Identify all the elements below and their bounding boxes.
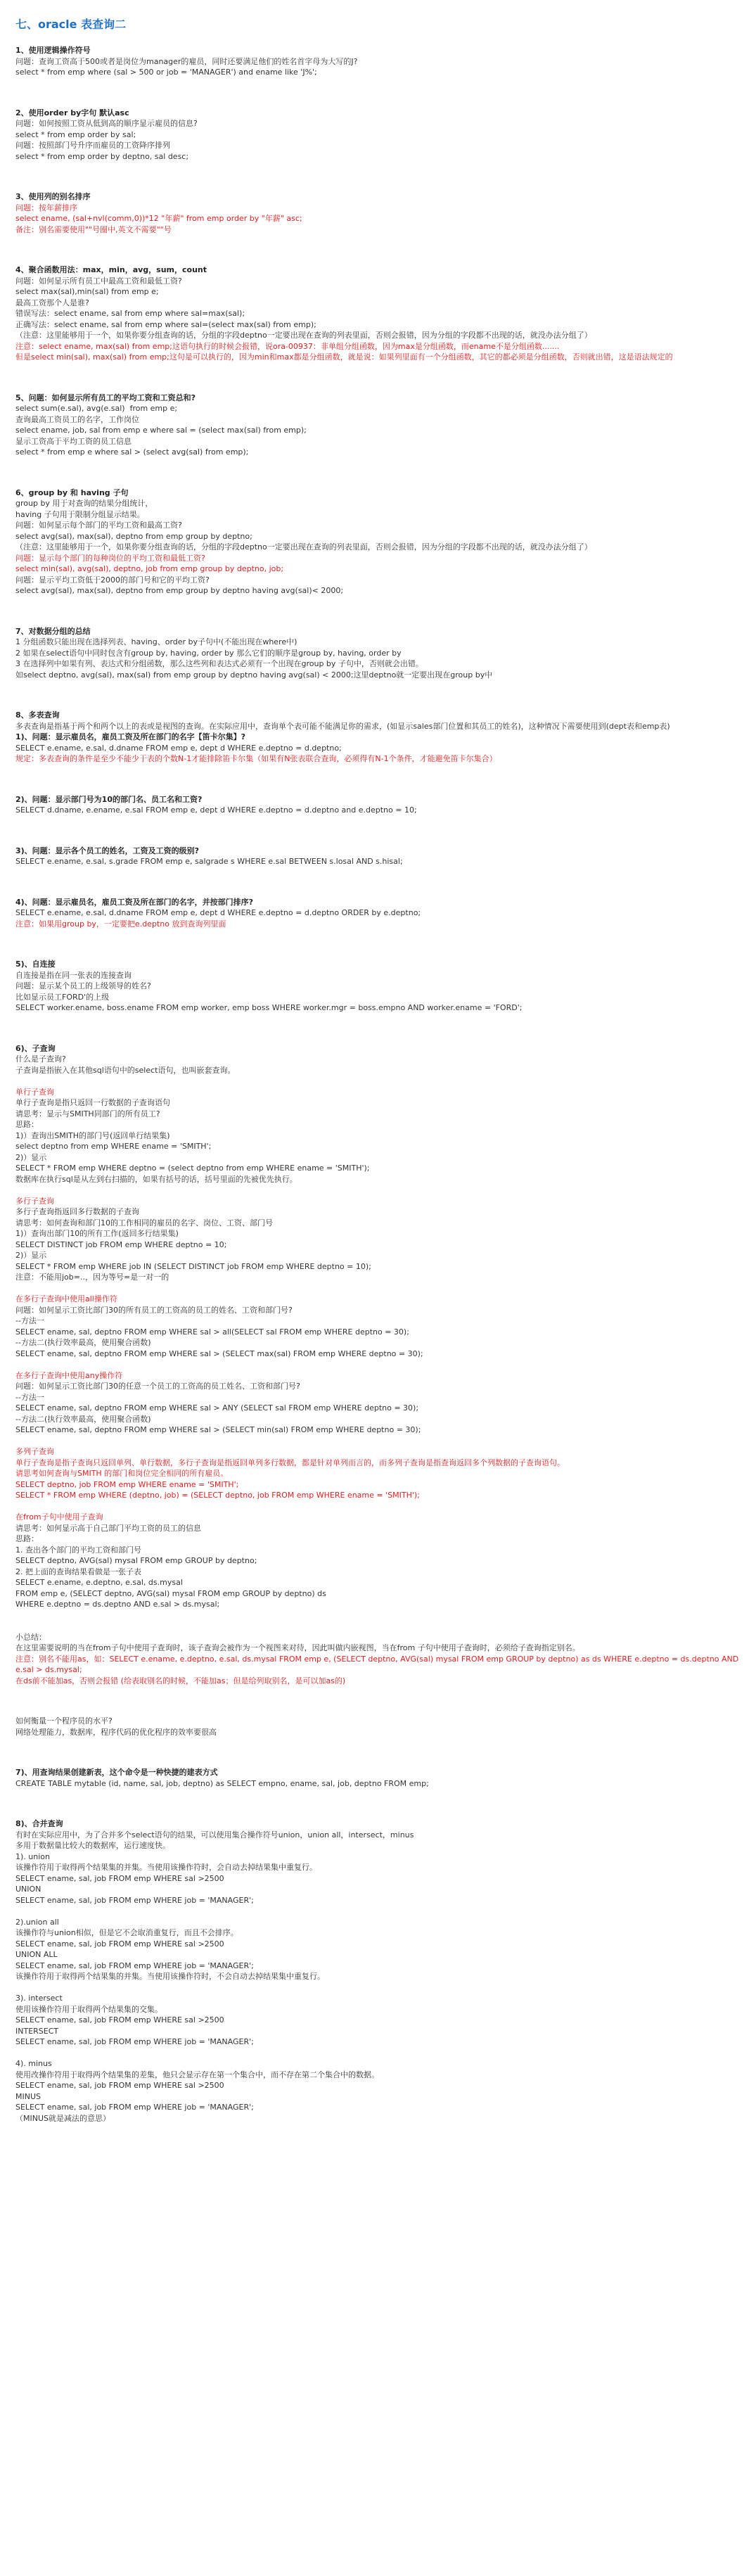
text-line: select * from emp order by deptno, sal desc;: [15, 151, 189, 161]
text-line: 但是select min(sal), max(sal) from emp;这句是可以执行的，因为min和max都是分组函数，就是说：如果列里面有一个分组函数，其它的都必须是分组函数，否则就出错，这是语法规定的: [15, 352, 673, 362]
text-line: 自连接是指在同一张表的连接查询: [15, 970, 132, 980]
text-line: [15, 2048, 740, 2059]
section-heading: 7)、用查询结果创建新表，这个命令是一种快捷的建表方式: [15, 1768, 218, 1777]
text-line: 1). union: [15, 1851, 50, 1861]
text-line: 2 如果在select语句中同时包含有group by, having, order by 那么它们的顺序是group by, having, order by: [15, 648, 402, 658]
text-line: 问题：如何显示每个部门的平均工资和最高工资?: [15, 521, 182, 530]
text-line: 2).union all: [15, 1917, 59, 1927]
text-line: MINUS: [15, 2091, 41, 2101]
text-line: SELECT ename, sal, deptno FROM emp WHERE sal > (SELECT max(sal) FROM emp WHERE deptno = 30);: [15, 1348, 423, 1358]
text-line: 显示工资高于平均工资的员工信息: [15, 436, 132, 446]
text-line: 该操作符与union相似，但是它不会取消重复行，而且不会排序。: [15, 1928, 238, 1937]
text-line: select ename, job, sal from emp e where sal = (select max(sal) from emp);: [15, 426, 307, 435]
text-line: 在多行子查询中使用all操作符: [15, 1294, 117, 1303]
text-line: [15, 1359, 740, 1370]
text-line: SELECT ename, sal, job FROM emp WHERE job = 'MANAGER';: [15, 2037, 254, 2046]
text-line: 问题：按年薪排序: [15, 203, 77, 212]
text-line: 单行子查询: [15, 1087, 54, 1097]
text-line: SELECT e.ename, e.deptno, e.sal, ds.mysal: [15, 1578, 183, 1587]
text-line: 查询最高工资员工的名字，工作岗位: [15, 414, 139, 424]
section-9: [15, 794, 740, 816]
text-line: [15, 1621, 740, 1632]
text-line: 多行子查询: [15, 1196, 54, 1206]
section-heading: 4、聚合函数用法：max，min，avg，sum，count: [15, 265, 207, 274]
text-line: （注意：这里能够用于一个，如果你要分组查询的话，分组的字段deptno一定要出现在查询的列表里面，否则会报错，因为分组的字段都不出现的话，就没办法分组了）: [15, 542, 592, 551]
text-line: SELECT ename, sal, deptno FROM emp WHERE sal > ANY (SELECT sal FROM emp WHERE deptno = 30);: [15, 1403, 419, 1413]
text-line: 多列子查询: [15, 1447, 54, 1456]
text-line: WHERE e.deptno = ds.deptno AND e.sal > ds.mysal;: [15, 1600, 220, 1609]
text-line: （注意：这里能够用于一个，如果你要分组查询的话，分组的字段deptno一定要出现在查询的列表里面，否则会报错，因为分组的字段都不出现的话，就没办法分组了）: [15, 331, 592, 340]
text-line: select * from emp order by sal;: [15, 129, 136, 139]
text-line: [15, 1982, 740, 1994]
text-line: [15, 1185, 740, 1196]
text-line: 如select deptno, avg(sal), max(sal) from emp group by deptno having avg(sal) < 2000;这里deptno就一定要出现在group by中: [15, 670, 493, 680]
text-line: [15, 1283, 740, 1294]
section-heading: 7、对数据分组的总结: [15, 626, 91, 636]
text-line: SELECT * FROM emp WHERE job IN (SELECT DISTINCT job FROM emp WHERE deptno = 10);: [15, 1261, 371, 1271]
text-line: 单行子查询是指子查询只返回单列、单行数据，多行子查询是指返回单列多行数据，都是针对单列而言的，而多列子查询是指查询返回多个列数据的子查询语句。: [15, 1458, 565, 1467]
text-line: 在from子句中使用子查询: [15, 1512, 103, 1522]
section-4: [15, 264, 740, 363]
section-heading: 8、多表查询: [15, 710, 60, 720]
text-line: SELECT * FROM emp WHERE deptno = (select deptno from emp WHERE ename = 'SMITH');: [15, 1163, 370, 1173]
text-line: --方法一: [15, 1392, 44, 1402]
text-line: SELECT e.ename, e.sal, d.dname FROM emp e, dept d WHERE e.deptno = d.deptno;: [15, 743, 342, 753]
text-line: select ename, (sal+nvl(comm,0))*12 "年薪" from emp order by "年薪" asc;: [15, 214, 302, 223]
section-heading: 1)、问题：显示雇员名，雇员工资及所在部门的名字【笛卡尔集】?: [15, 732, 246, 741]
text-line: 注意：不能用job=..，因为等号=是一对一的: [15, 1273, 169, 1282]
text-line: --方法二(执行效率最高，使用聚合函数): [15, 1338, 151, 1347]
text-line: 问题：如何显示工资比部门30的任意一个员工的工资高的员工姓名、工资和部门号?: [15, 1382, 300, 1391]
section-heading: 3、使用列的别名排序: [15, 192, 91, 201]
text-line: SELECT ename, sal, deptno FROM emp WHERE sal > (SELECT min(sal) FROM emp WHERE deptno = 30);: [15, 1425, 421, 1434]
text-line: 4). minus: [15, 2059, 52, 2068]
text-line: SELECT ename, sal, deptno FROM emp WHERE sal > all(SELECT sal FROM emp WHERE deptno = 30);: [15, 1327, 409, 1337]
text-line: 在ds前不能加as，否则会报错 (给表取别名的时候，不能加as；但是给列取别名，是可以加as的): [15, 1676, 346, 1685]
text-line: 注意：select ename, max(sal) from emp;这语句执行的时候会报错，说ora-00937：非单组分组函数，因为max是分组函数，而ename不是分组函数.......: [15, 341, 560, 351]
text-line: 问题：显示某个员工的上级领导的姓名?: [15, 981, 151, 990]
text-line: 规定：多表查询的条件是至少不能少于表的个数N-1才能排除笛卡尔集（如果有N张表联合查询，必须得有N-1个条件，才能避免笛卡尔集合）: [15, 754, 497, 763]
text-line: SELECT worker.ename, boss.ename FROM emp worker, emp boss WHERE worker.mgr = boss.empno AND worker.ename = 'FORD';: [15, 1003, 523, 1012]
text-line: 1)）查询出SMITH的部门号(返回单行结果集): [15, 1130, 170, 1140]
text-line: --方法一: [15, 1316, 44, 1325]
section-10: [15, 846, 740, 867]
text-line: 该操作符用于取得两个结果集的并集。当使用该操作符时，不会自动去掉结果集中重复行。: [15, 1972, 325, 1981]
section-1: [15, 45, 740, 78]
text-line: SELECT * FROM emp WHERE (deptno, job) = (SELECT deptno, job FROM emp WHERE ename = 'SMITH');: [15, 1491, 420, 1500]
text-line: 问题：按照部门号升序而雇员的工资降序排列: [15, 141, 170, 150]
text-line: [15, 1906, 740, 1917]
text-line: 最高工资那个人是谁?: [15, 298, 89, 307]
text-line: 网络处理能力，数据库，程序代码的优化程序的效率要很高: [15, 1727, 217, 1737]
text-line: 单行子查询是指只返回一行数据的子查询语句: [15, 1098, 170, 1107]
text-line: 请思考如何查询与SMITH 的部门和岗位完全相同的所有雇员。: [15, 1469, 229, 1478]
text-line: 注意：别名不能用as，如：SELECT e.ename, e.deptno, e.sal, ds.mysal FROM emp e, (SELECT deptno, AVG(sal) mysal FROM emp GROUP by deptno) as ds WHERE e.deptno = ds.deptno AND e.sal > ds.mysal;: [15, 1654, 741, 1674]
text-line: 思路：: [15, 1534, 39, 1543]
text-line: 使用改操作符用于取得两个结果集的差集，他只会显示存在第一个集合中，而不存在第二个集合中的数据。: [15, 2070, 379, 2079]
text-line: SELECT e.ename, e.sal, s.grade FROM emp e, salgrade s WHERE e.sal BETWEEN s.losal AND s.hisal;: [15, 857, 403, 866]
text-line: select sum(e.sal), avg(e.sal) from emp e;: [15, 404, 178, 413]
text-line: select deptno from emp WHERE ename = 'SMITH';: [15, 1142, 212, 1151]
text-line: 如何衡量一个程序员的水平?: [15, 1716, 113, 1726]
text-line: 请思考：显示与SMITH同部门的所有员工?: [15, 1109, 160, 1118]
text-line: 1 分组函数只能出现在选择列表、having、order by子句中(不能出现在where中): [15, 637, 297, 646]
section-13: [15, 1043, 740, 1687]
text-line: （MINUS就是减法的意思）: [15, 2113, 110, 2123]
section-14: [15, 1716, 740, 1737]
text-line: INTERSECT: [15, 2026, 59, 2036]
sections-container: [15, 45, 740, 2124]
text-line: 多用于数据量比较大的数据库，运行速度快。: [15, 1841, 170, 1850]
text-line: 数据库在执行sql是从左到右扫描的，如果有括号的话，括号里面的先被优先执行。: [15, 1174, 297, 1184]
section-12: [15, 959, 740, 1014]
text-line: 1)）查询出部门10的所有工作(返回多行结果集): [15, 1229, 179, 1238]
text-line: 2. 把上面的查询结果看做是一张子表: [15, 1567, 141, 1576]
text-line: SELECT ename, sal, job FROM emp WHERE sal >2500: [15, 2015, 224, 2025]
section-heading: 5、问题：如何显示所有员工的平均工资和工资总和?: [15, 393, 196, 402]
text-line: 使用该操作符用于取得两个结果集的交集。: [15, 2004, 162, 2014]
text-line: 请思考：如何显示高于自己部门平均工资的员工的信息: [15, 1523, 201, 1533]
text-line: 该操作符用于取得两个结果集的并集。当使用该操作符时，会自动去掉结果集中重复行。: [15, 1863, 317, 1872]
text-line: having 子句用于限制分组显示结果。: [15, 509, 145, 519]
text-line: 问题：如何显示所有员工中最高工资和最低工资?: [15, 276, 182, 286]
text-line: SELECT ename, sal, job FROM emp WHERE job = 'MANAGER';: [15, 1960, 254, 1970]
text-line: CREATE TABLE mytable (id, name, sal, job, deptno) as SELECT empno, ename, sal, job, deptno FROM emp;: [15, 1778, 429, 1788]
text-line: 3 在选择列中如果有列、表达式和分组函数，那么这些列和表达式必须有一个出现在group by 子句中，否则就会出错。: [15, 659, 423, 668]
text-line: SELECT ename, sal, job FROM emp WHERE sal >2500: [15, 1939, 224, 1949]
text-line: 问题：显示平均工资低于2000的部门号和它的平均工资?: [15, 575, 210, 585]
text-line: 问题：查询工资高于500或者是岗位为manager的雇员，同时还要满足他们的姓名首字母为大写的J?: [15, 56, 358, 66]
text-line: [15, 1076, 740, 1087]
section-heading: 3)、问题：显示各个员工的姓名，工资及工资的级别?: [15, 846, 200, 855]
section-heading: 2、使用order by字句 默认asc: [15, 108, 129, 117]
text-line: 在多行子查询中使用any操作符: [15, 1370, 123, 1380]
text-line: SELECT deptno, AVG(sal) mysal FROM emp GROUP by deptno;: [15, 1556, 257, 1565]
text-line: 问题：显示每个部门的每种岗位的平均工资和最低工资?: [15, 553, 205, 563]
text-line: 错误写法：select ename, sal from emp where sal=max(sal);: [15, 309, 245, 318]
section-16: [15, 1818, 740, 2124]
text-line: SELECT DISTINCT job FROM emp WHERE deptno = 10;: [15, 1239, 227, 1249]
text-line: select min(sal), avg(sal), deptno, job from emp group by deptno, job;: [15, 564, 284, 573]
text-line: UNION: [15, 1885, 41, 1894]
section-heading: 6)、子查询: [15, 1043, 56, 1053]
text-line: 什么是子查询?: [15, 1054, 66, 1064]
text-line: FROM emp e, (SELECT deptno, AVG(sal) mysal FROM emp GROUP by deptno) ds: [15, 1588, 326, 1598]
text-line: 有时在实际应用中，为了合并多个select语句的结果，可以使用集合操作符号union，union all，intersect，minus: [15, 1830, 414, 1839]
section-2: [15, 108, 740, 162]
section-heading: 2)、问题：显示部门号为10的部门名、员工名和工资?: [15, 794, 203, 804]
section-heading: 4)、问题：显示雇员名，雇员工资及所在部门的名字，并按部门排序?: [15, 897, 254, 907]
text-line: 3). intersect: [15, 1994, 63, 2003]
text-line: select avg(sal), max(sal), deptno from emp group by deptno;: [15, 531, 252, 541]
section-heading: 5)、自连接: [15, 959, 56, 969]
section-15: [15, 1767, 740, 1789]
section-5: [15, 393, 740, 458]
text-line: group by 用于对查询的结果分组统计，: [15, 499, 153, 508]
section-8: [15, 710, 740, 765]
text-line: [15, 1610, 740, 1621]
text-line: 请思考：如何查询和部门10的工作相同的雇员的名字、岗位、工资、部门号: [15, 1218, 273, 1228]
section-3: [15, 191, 740, 235]
section-heading: 1、使用逻辑操作符号: [15, 46, 91, 55]
text-line: SELECT ename, sal, job FROM emp WHERE job = 'MANAGER';: [15, 1895, 254, 1905]
section-heading: 6、group by 和 having 子句: [15, 487, 129, 497]
text-line: UNION ALL: [15, 1950, 58, 1959]
text-line: 子查询是指嵌入在其他sql语句中的select语句，也叫嵌套查询。: [15, 1065, 236, 1075]
text-line: select * from emp e where sal > (select avg(sal) from emp);: [15, 447, 249, 457]
text-line: 小总结：: [15, 1632, 46, 1642]
text-line: SELECT d.dname, e.ename, e.sal FROM emp e, dept d WHERE e.deptno = d.deptno and e.deptno = 10;: [15, 805, 417, 815]
text-line: 比如显示员工FORD'的上级: [15, 992, 110, 1002]
text-line: select max(sal),min(sal) from emp e;: [15, 287, 159, 296]
text-line: [15, 1436, 740, 1447]
text-line: 问题：如何显示工资比部门30的所有员工的工资高的员工的姓名、工资和部门号?: [15, 1305, 293, 1315]
text-line: 多表查询是指基于两个和两个以上的表或是视图的查询。在实际应用中，查询单个表可能不能满足你的需求，(如显示sales部门位置和其员工的姓名)，这种情况下需要使用到(dept表和emp表): [15, 721, 670, 731]
text-line: --方法二(执行效率最高，使用聚合函数): [15, 1414, 151, 1424]
text-line: SELECT ename, sal, job FROM emp WHERE job = 'MANAGER';: [15, 2103, 254, 2112]
text-line: 1. 查出各个部门的平均工资和部门号: [15, 1545, 141, 1555]
text-line: 正确写法：select ename, sal from emp where sal=(select max(sal) from emp);: [15, 319, 316, 329]
text-line: SELECT deptno, job FROM emp WHERE ename = 'SMITH';: [15, 1479, 239, 1489]
text-line: 备注：别名需要使用""号圈中,英文不需要""号: [15, 224, 172, 234]
text-line: [15, 1501, 740, 1512]
text-line: SELECT ename, sal, job FROM emp WHERE sal >2500: [15, 2081, 224, 2090]
text-line: 问题：如何按照工资从低到高的顺序显示雇员的信息?: [15, 119, 198, 128]
section-11: [15, 897, 740, 930]
text-line: 思路：: [15, 1120, 39, 1129]
text-line: 在这里需要说明的当在from子句中使用子查询时，该子查询会被作为一个视图来对待，因此叫做内嵌视图，当在from 子句中使用子查询时，必须给子查询指定别名。: [15, 1643, 580, 1652]
text-line: 2)）显示: [15, 1152, 47, 1162]
text-line: select * from emp where (sal > 500 or job = 'MANAGER') and ename like 'J%';: [15, 68, 317, 77]
text-line: select avg(sal), max(sal), deptno from emp group by deptno having avg(sal)< 2000;: [15, 586, 344, 595]
text-line: 注意：如果用group by，一定要把e.deptno 放到查询列里面: [15, 919, 226, 929]
page-title: 七、oracle 表查询二: [15, 18, 127, 31]
text-line: 多行子查询指返回多行数据的子查询: [15, 1207, 139, 1216]
text-line: SELECT e.ename, e.sal, d.dname FROM emp e, dept d WHERE e.deptno = d.deptno ORDER by e.deptno;: [15, 908, 421, 917]
section-6: [15, 487, 740, 597]
section-7: [15, 626, 740, 681]
text-line: SELECT ename, sal, job FROM emp WHERE sal >2500: [15, 1873, 224, 1883]
section-heading: 8)、合并查询: [15, 1819, 63, 1828]
text-line: 2)）显示: [15, 1251, 47, 1260]
